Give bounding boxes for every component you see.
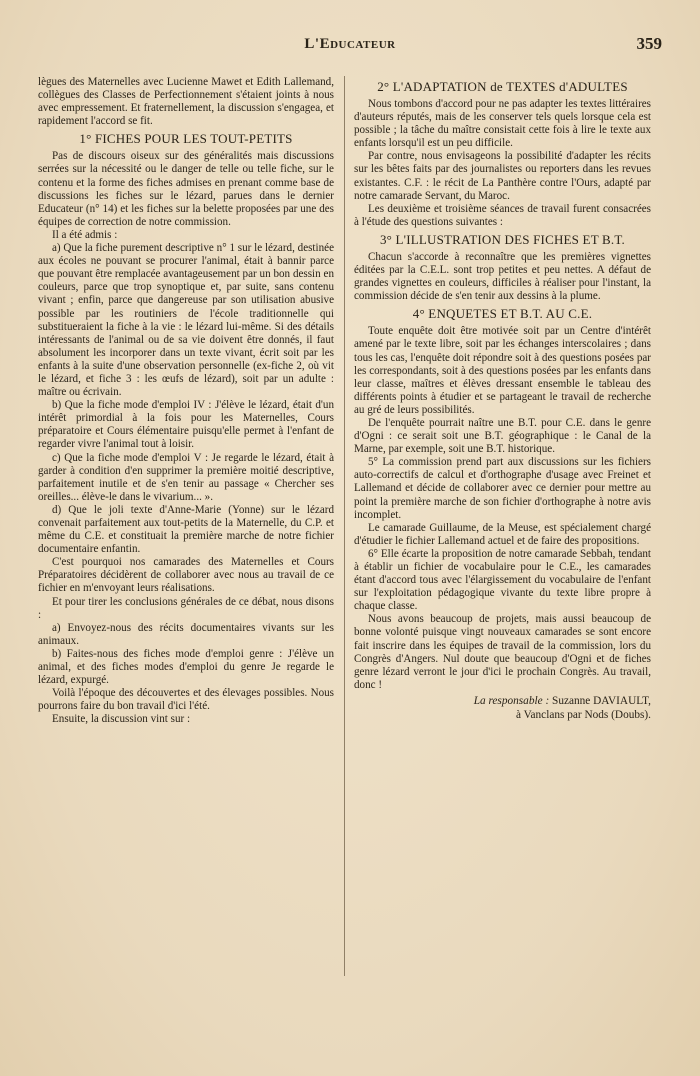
paragraph: C'est pourquoi nos camarades des Maternelles et Cours Préparatoires décidèrent de collaborer avec nous au travail de ce fichier en m'envoyant leurs réalisations.	[38, 556, 334, 595]
paragraph: lègues des Maternelles avec Lucienne Mawet et Edith Lallemand, collègues des Classes de Perfectionnement s'étaient joints à nous avec empressement. Et fraternellement, la discussion s'engagea, et rapidement l'accord se fit.	[38, 76, 334, 128]
section-heading: 1° FICHES POUR LES TOUT-PETITS	[79, 131, 293, 147]
signature-role: La responsable :	[473, 694, 550, 707]
journal-title: L'Educateur	[304, 36, 396, 52]
paragraph: Par contre, nous envisageons la possibilité d'adapter les récits sur les bêtes faits par des journalistes ou reporters dans les revues existantes. C.F. : le récit de La Panthère contre l'Ours, adapté par notre camarade Servant, du Maroc.	[354, 150, 651, 202]
page-header	[0, 34, 700, 58]
section-heading: 3° L'ILLUSTRATION DES FICHES ET B.T.	[379, 231, 625, 247]
paragraph: Ensuite, la discussion vint sur :	[52, 713, 191, 726]
paragraph: d) Que le joli texte d'Anne-Marie (Yonne) sur le lézard convenait parfaitement aux tout-petits de la Maternelle, du C.P. et même du C.E. et constituait la première marche de notre fichier documentaire enfantin.	[38, 503, 334, 556]
paragraph: Nous tombons d'accord pour ne pas adapter les textes littéraires d'auteurs réputés, mais de les conserver tels quels lorsque cela est possible ; la tâche du maître consistait cette fois à lire le texte aux enfants lorsqu'il est un peu difficile.	[354, 98, 651, 150]
paragraph: Les deuxième et troisième séances de travail furent consacrées à l'étude des questions suivantes :	[354, 202, 651, 228]
paragraph: De l'enquête pourrait naître une B.T. pour C.E. dans le genre d'Ogni : ce serait soit une B.T. géographique : le Canal de la Marne, par exemple, soit une B.T. historique.	[354, 416, 651, 456]
paragraph: Pas de discours oiseux sur des généralités mais discussions serrées sur la nécessité ou le danger de telle ou telle fiche, sur le contenu et la forme des fiches admises en prenant comme base de discussions les fiches sur le lézard, parues dans le dernier Educateur (n° 14) et les fiches sur la belette proposées par une des équipes de correction de notre commission.	[38, 150, 334, 228]
section-heading: 2° L'ADAPTATION de TEXTES d'ADULTES	[377, 79, 628, 94]
paragraph: b) Que la fiche mode d'emploi IV : J'élève le lézard, était d'un intérêt primordial à la fois pour les Maternelles, Cours préparatoire et Cours élémentaire puisqu'elle permet à l'enfant de regarder vivre l'animal tout à loisir.	[38, 399, 334, 451]
paragraph: b) Faites-nous des fiches mode d'emploi genre : J'élève un animal, et des fiches modes d'emploi du genre Je regarde le lézard, expurgé.	[38, 647, 334, 687]
paragraph: Toute enquête doit être motivée soit par un Centre d'intérêt amené par le texte libre, soit par les échanges interscolaires ; dans tous les cas, l'enquête doit répondre soit à des questions posées par les correspondants, soit à des questions posées par les enfants dans leur classe, maîtres et élèves dressant ensemble le tableau des différents points à étudier et se partageant le travail de recherche au gré de leurs possibilités.	[354, 325, 651, 416]
paragraph: Voilà l'époque des découvertes et des élevages possibles. Nous pourrons faire du bon travail d'ici l'été.	[38, 687, 334, 713]
paragraph: Il a été admis :	[52, 228, 118, 241]
paragraph: Et pour tirer les conclusions générales de ce débat, nous disons :	[38, 595, 334, 621]
paragraph: Nous avons beaucoup de projets, mais aussi beaucoup de bonne volonté puisque vingt nouveaux camarades se sont encore fait inscrire dans les équipes de travail de la commission, lors du Congrès d'Angers. Nul doute que beaucoup d'Ogni et de fiches genre lézard verront le jour d'ici le prochain Congrès. Au travail, donc !	[354, 613, 651, 691]
signature-block	[354, 694, 651, 722]
right-column	[354, 76, 651, 722]
paragraph: Le camarade Guillaume, de la Meuse, est spécialement chargé d'étudier le fichier Lallemand actuel et de faire des propositions.	[354, 521, 651, 547]
column-divider	[344, 76, 345, 976]
paragraph: 6° Elle écarte la proposition de notre camarade Sebbah, tendant à établir un fichier de vocabulaire pour le C.E., les camarades étant d'accord tous avec l'élargissement du vocabulaire de l'enfant sur l'exploitation pédagogique vivante du texte libre propre à chaque classe.	[354, 547, 651, 613]
paragraph: Chacun s'accorde à reconnaître que les premières vignettes éditées par la C.E.L. sont trop petites et peu nettes. A défaut de grandes vignettes en couleurs, difficiles à réaliser pour l'instant, la commission décide de s'en tenir aux dessins à la plume.	[354, 250, 651, 303]
left-column	[38, 76, 334, 727]
section-heading: 4° ENQUETES ET B.T. AU C.E.	[412, 306, 593, 322]
paragraph: 5° La commission prend part aux discussions sur les fichiers auto-correctifs de calcul et d'orthographe d'usage avec Freinet et Lallemand et décide de collaborer avec ce dernier pour mettre au point la première marche de son fichier d'orthographe à notre avis incomplet.	[354, 456, 651, 521]
paragraph: a) Que la fiche purement descriptive n° 1 sur le lézard, destinée aux écoles ne pouvant se procurer l'animal, était à bannir parce que pouvant être remplacée avantageusement par un bon dessin en couleurs, parce que trop synoptique et, par suite, sans contenu vivant ; enfin, parce que dangereuse par son utilisation abusive possible par les routiniers de l'école traditionnelle qui substitueraient la fiche à la vie : le lézard lui-même. Si des détails intéressants de l'animal ou de sa vie doivent être donnés, il faut absolument les incorporer dans un texte vivant, écrit soit par les enfants à la suite d'une observation personnelle (ex-fiche 2, où vit le lézard, et fiche 3 : les œufs de lézard), soit par un adulte : maître ou écrivain.	[38, 242, 334, 399]
paragraph: a) Envoyez-nous des récits documentaires vivants sur les animaux.	[38, 621, 334, 647]
signature-name: Suzanne DAVIAULT,	[552, 694, 651, 707]
page-number: 359	[636, 34, 662, 53]
paragraph: c) Que la fiche mode d'emploi V : Je regarde le lézard, était à garder à condition d'en supprimer la première moitié descriptive, parfaitement inutile et de s'en tenir au passage « Chercher ses oreilles... élève-le dans le vivarium... ».	[38, 451, 334, 503]
signature-address: à Vanclans par Nods (Doubs).	[515, 708, 651, 721]
